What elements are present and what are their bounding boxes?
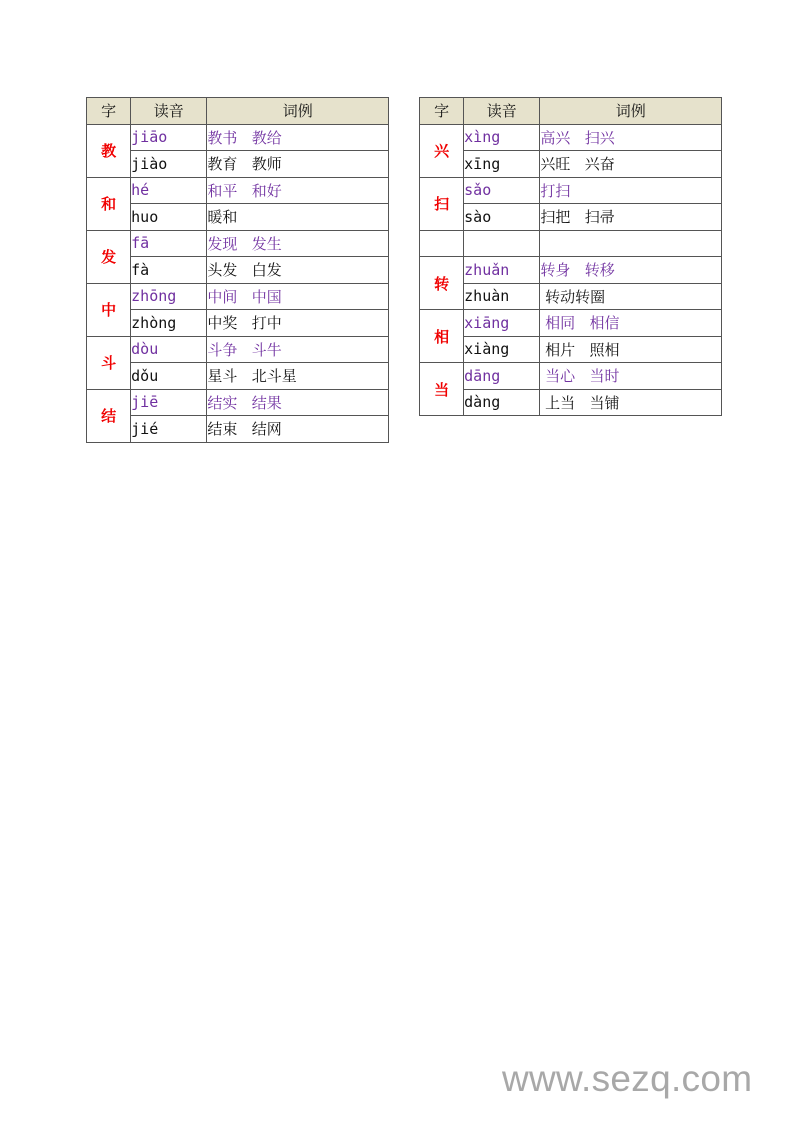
- character-cell: 和: [87, 177, 131, 230]
- examples-cell: 结实 结果: [207, 389, 389, 416]
- pinyin-cell: zhuǎn: [464, 257, 540, 284]
- character-cell: 教: [87, 124, 131, 177]
- examples-cell: 教书 教给: [207, 124, 389, 151]
- examples-cell: 中奖 打中: [207, 310, 389, 337]
- pinyin-cell: zhuàn: [464, 283, 540, 310]
- header-examples: 词例: [540, 98, 722, 125]
- table-row: [420, 363, 722, 390]
- examples-cell: 星斗 北斗星: [207, 363, 389, 390]
- pinyin-cell: [464, 230, 540, 257]
- table-header-row: [420, 98, 722, 125]
- header-examples: 词例: [207, 98, 389, 125]
- table-row: [87, 257, 389, 284]
- character-cell: 扫: [420, 177, 464, 230]
- header-char: 字: [420, 98, 464, 125]
- pinyin-cell: jiāo: [131, 124, 207, 151]
- examples-cell: 中间 中国: [207, 283, 389, 310]
- table-row: [420, 230, 722, 257]
- table-row: [420, 204, 722, 231]
- table-row: [420, 283, 722, 310]
- pinyin-cell: zhōng: [131, 283, 207, 310]
- pinyin-cell: dǒu: [131, 363, 207, 390]
- pinyin-cell: fā: [131, 230, 207, 257]
- pinyin-cell: dàng: [464, 389, 540, 416]
- table-row: [420, 310, 722, 337]
- pinyin-cell: fà: [131, 257, 207, 284]
- header-char: 字: [87, 98, 131, 125]
- character-cell: 转: [420, 257, 464, 310]
- examples-cell: 相片 照相: [540, 336, 722, 363]
- pinyin-cell: xìng: [464, 124, 540, 151]
- examples-cell: 转身 转移: [540, 257, 722, 284]
- table-row: [420, 389, 722, 416]
- table-row: [420, 151, 722, 178]
- table-row: [87, 151, 389, 178]
- table-row: [87, 336, 389, 363]
- pinyin-cell: huo: [131, 204, 207, 231]
- table-row: [87, 177, 389, 204]
- examples-cell: 结束 结网: [207, 416, 389, 443]
- pinyin-cell: jié: [131, 416, 207, 443]
- examples-cell: 高兴 扫兴: [540, 124, 722, 151]
- examples-cell: 头发 白发: [207, 257, 389, 284]
- header-pinyin: 读音: [131, 98, 207, 125]
- examples-cell: 转动转圈: [540, 283, 722, 310]
- table-row: [87, 124, 389, 151]
- table-row: [87, 310, 389, 337]
- examples-cell: 和平 和好: [207, 177, 389, 204]
- character-cell: 发: [87, 230, 131, 283]
- pinyin-cell: dòu: [131, 336, 207, 363]
- character-cell: 中: [87, 283, 131, 336]
- examples-cell: 打扫: [540, 177, 722, 204]
- table-row: [420, 124, 722, 151]
- character-cell: [420, 230, 464, 257]
- examples-cell: 教育 教师: [207, 151, 389, 178]
- table-row: [87, 416, 389, 443]
- table-row: [87, 283, 389, 310]
- pinyin-cell: sào: [464, 204, 540, 231]
- pinyin-cell: jiē: [131, 389, 207, 416]
- table-header-row: [87, 98, 389, 125]
- pinyin-cell: xīng: [464, 151, 540, 178]
- table-row: [420, 177, 722, 204]
- character-cell: 当: [420, 363, 464, 416]
- pinyin-cell: jiào: [131, 151, 207, 178]
- table-row: [87, 389, 389, 416]
- pinyin-cell: dāng: [464, 363, 540, 390]
- examples-cell: 兴旺 兴奋: [540, 151, 722, 178]
- vocab-table-left: [86, 97, 389, 443]
- pinyin-cell: xiāng: [464, 310, 540, 337]
- header-pinyin: 读音: [464, 98, 540, 125]
- table-row: [420, 257, 722, 284]
- character-cell: 相: [420, 310, 464, 363]
- examples-cell: 相同 相信: [540, 310, 722, 337]
- examples-cell: [540, 230, 722, 257]
- pinyin-cell: xiàng: [464, 336, 540, 363]
- character-cell: 兴: [420, 124, 464, 177]
- examples-cell: 当心 当时: [540, 363, 722, 390]
- table-row: [87, 230, 389, 257]
- character-cell: 结: [87, 389, 131, 442]
- examples-cell: 暖和: [207, 204, 389, 231]
- pinyin-cell: hé: [131, 177, 207, 204]
- vocab-table-right: [419, 97, 722, 416]
- character-cell: 斗: [87, 336, 131, 389]
- table-row: [87, 363, 389, 390]
- pinyin-cell: zhòng: [131, 310, 207, 337]
- examples-cell: 上当 当铺: [540, 389, 722, 416]
- examples-cell: 扫把 扫帚: [540, 204, 722, 231]
- table-row: [87, 204, 389, 231]
- watermark: www.sezq.com: [502, 1058, 753, 1099]
- examples-cell: 发现 发生: [207, 230, 389, 257]
- pinyin-cell: sǎo: [464, 177, 540, 204]
- examples-cell: 斗争 斗牛: [207, 336, 389, 363]
- table-row: [420, 336, 722, 363]
